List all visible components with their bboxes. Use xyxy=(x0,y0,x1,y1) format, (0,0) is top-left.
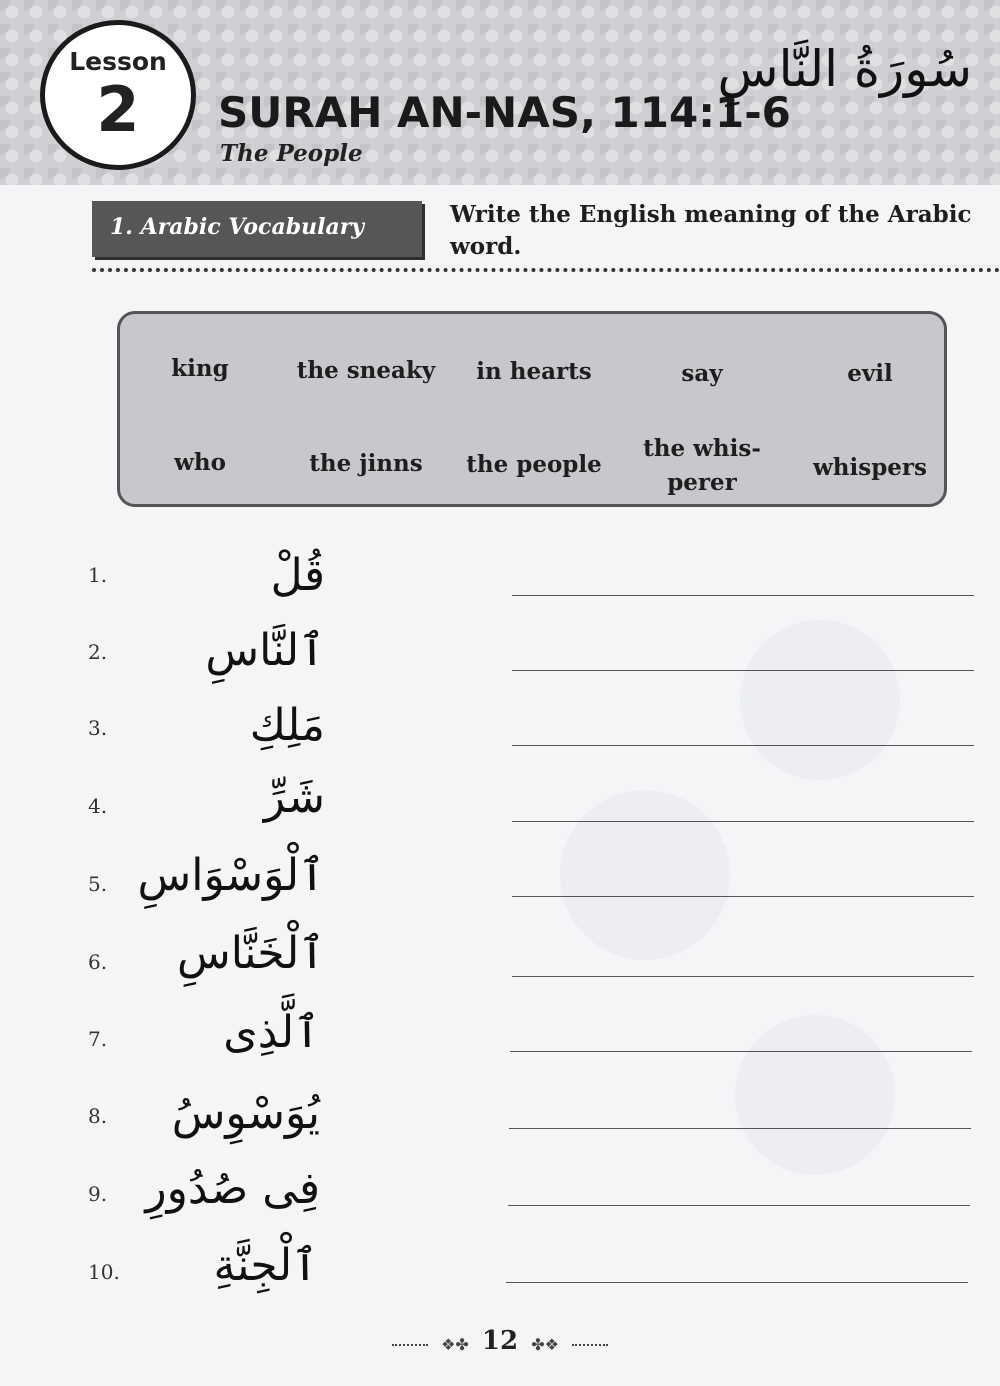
item-number: 5. xyxy=(88,872,108,896)
lesson-number: 2 xyxy=(96,73,140,146)
lesson-header xyxy=(0,0,1000,185)
surah-title: SURAH AN-NAS, 114:1-6 xyxy=(218,88,791,137)
answer-line[interactable] xyxy=(512,595,974,596)
word-bank-item: say xyxy=(681,360,723,387)
answer-line[interactable] xyxy=(512,670,974,671)
dotted-divider xyxy=(92,268,1000,272)
item-number: 7. xyxy=(88,1027,108,1051)
word-bank-item: who xyxy=(174,449,226,476)
item-number: 4. xyxy=(88,794,108,818)
word-bank-item: whispers xyxy=(813,454,927,481)
arabic-word: قُلْ xyxy=(270,550,325,601)
section-label: 1. Arabic Vocabulary xyxy=(110,214,365,240)
word-bank-item: the sneaky xyxy=(296,357,436,384)
ornament-icon: ❖✤ xyxy=(441,1335,469,1354)
background-flower-decoration xyxy=(735,1015,895,1175)
surah-subtitle: The People xyxy=(220,140,363,167)
answer-line[interactable] xyxy=(510,1051,972,1052)
word-bank-item: evil xyxy=(847,360,893,387)
arabic-word: ٱلَّذِى xyxy=(223,1007,320,1058)
item-number: 10. xyxy=(88,1260,120,1284)
word-bank xyxy=(117,311,947,507)
background-flower-decoration xyxy=(740,620,900,780)
arabic-word: يُوَسْوِسُ xyxy=(171,1088,320,1139)
ornament-icon: ✤❖ xyxy=(531,1335,559,1354)
item-number: 3. xyxy=(88,716,108,740)
lesson-word: Lesson xyxy=(69,47,167,76)
word-bank-item: the whis- perer xyxy=(643,435,761,496)
background-flower-decoration xyxy=(560,790,730,960)
answer-line[interactable] xyxy=(509,1128,971,1129)
arabic-word: شَرِّ xyxy=(263,772,325,823)
answer-line[interactable] xyxy=(512,896,974,897)
answer-line[interactable] xyxy=(506,1282,968,1283)
arabic-word: فِى صُدُورِ xyxy=(145,1163,320,1214)
section-tab xyxy=(92,201,422,257)
ornament-line xyxy=(572,1344,608,1346)
answer-line[interactable] xyxy=(512,745,974,746)
item-number: 9. xyxy=(88,1182,108,1206)
answer-line[interactable] xyxy=(508,1205,970,1206)
word-bank-item: in hearts xyxy=(476,358,592,385)
word-bank-item: king xyxy=(171,355,229,382)
arabic-word: ٱلْخَنَّاسِ xyxy=(177,928,325,979)
arabic-word: مَلِكِ xyxy=(249,700,325,751)
word-bank-item: the jinns xyxy=(309,450,423,477)
answer-line[interactable] xyxy=(512,976,974,977)
arabic-word: ٱلنَّاسِ xyxy=(205,625,325,676)
ornament-line xyxy=(392,1344,428,1346)
item-number: 8. xyxy=(88,1104,108,1128)
page-number: 12 xyxy=(481,1326,519,1356)
item-number: 1. xyxy=(88,563,108,587)
page-footer xyxy=(0,1326,1000,1356)
arabic-word: ٱلْوَسْوَاسِ xyxy=(137,850,325,901)
answer-line[interactable] xyxy=(512,821,974,822)
instruction-text: Write the English meaning of the Arabic word. xyxy=(450,201,972,260)
item-number: 6. xyxy=(88,950,108,974)
lesson-badge xyxy=(40,20,196,170)
word-bank-item: the people xyxy=(466,451,602,478)
arabic-word: ٱلْجِنَّةِ xyxy=(213,1240,318,1291)
item-number: 2. xyxy=(88,640,108,664)
arabic-surah-title: سُورَةُ النَّاسِ xyxy=(717,40,972,98)
